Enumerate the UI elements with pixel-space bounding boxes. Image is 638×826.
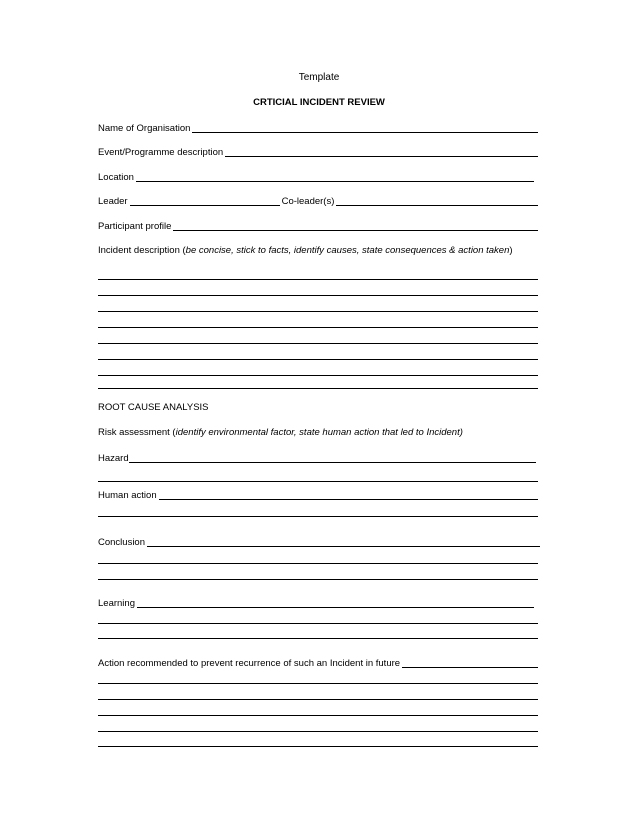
risk-assessment-label (98, 427, 463, 439)
organisation-field[interactable] (98, 122, 538, 135)
incident-close-paren: ) (509, 245, 513, 256)
conclusion-label: Conclusion (98, 537, 145, 548)
incident-line-5[interactable] (98, 343, 538, 344)
conclusion-input-line[interactable] (147, 546, 540, 547)
incident-label-text: Incident description ( (98, 245, 186, 256)
action-line-4[interactable] (98, 715, 538, 716)
leader-label: Leader (98, 196, 128, 207)
human-action-field[interactable] (98, 489, 538, 502)
location-field[interactable] (98, 171, 534, 184)
hazard-input-line[interactable] (129, 462, 536, 463)
organisation-label: Name of Organisation (98, 123, 191, 134)
action-recommended-input-line[interactable] (402, 667, 538, 668)
conclusion-field[interactable] (98, 536, 540, 549)
action-line-5[interactable] (98, 731, 538, 732)
template-label: Template (298, 72, 340, 83)
incident-line-7[interactable] (98, 375, 538, 376)
event-field[interactable] (98, 146, 538, 159)
location-label: Location (98, 172, 134, 183)
action-recommended-field[interactable] (98, 657, 538, 670)
incident-line-3[interactable] (98, 311, 538, 312)
action-recommended-label: Action recommended to prevent recurrence of such an Incident in future (98, 658, 401, 669)
risk-hint: identify environmental factor, state human action that led to Incident) (175, 427, 463, 438)
incident-description-label (98, 245, 513, 257)
hazard-field[interactable] (98, 452, 536, 465)
learning-label: Learning (98, 598, 135, 609)
event-input-line[interactable] (225, 156, 538, 157)
leader-field[interactable] (98, 195, 538, 208)
human-action-line-2[interactable] (98, 516, 538, 517)
leader-input-line[interactable] (130, 205, 280, 206)
participant-label: Participant profile (98, 221, 172, 232)
coleader-input-line[interactable] (336, 205, 538, 206)
learning-field[interactable] (98, 597, 534, 610)
action-line-2[interactable] (98, 683, 538, 684)
incident-line-6[interactable] (98, 359, 538, 360)
organisation-input-line[interactable] (192, 132, 538, 133)
location-input-line[interactable] (136, 181, 534, 182)
page-title: CRTICIAL INCIDENT REVIEW (253, 97, 385, 108)
incident-hint: be concise, stick to facts, identify causes, state consequences & action taken (185, 245, 510, 256)
incident-line-1[interactable] (98, 279, 538, 280)
learning-line-3[interactable] (98, 638, 538, 639)
hazard-line-2[interactable] (98, 481, 538, 482)
risk-label-text: Risk assessment ( (98, 427, 176, 438)
hazard-label: Hazard (98, 453, 129, 464)
coleader-label: Co-leader(s) (281, 196, 335, 207)
incident-line-8[interactable] (98, 388, 538, 389)
event-label: Event/Programme description (98, 147, 224, 158)
human-action-label: Human action (98, 490, 157, 501)
conclusion-line-3[interactable] (98, 579, 538, 580)
participant-field[interactable] (98, 220, 538, 233)
conclusion-line-2[interactable] (98, 563, 538, 564)
learning-line-2[interactable] (98, 623, 538, 624)
learning-input-line[interactable] (137, 607, 534, 608)
incident-line-2[interactable] (98, 295, 538, 296)
root-cause-heading: ROOT CAUSE ANALYSIS (98, 402, 209, 413)
action-line-6[interactable] (98, 746, 538, 747)
action-line-3[interactable] (98, 699, 538, 700)
participant-input-line[interactable] (173, 230, 538, 231)
incident-line-4[interactable] (98, 327, 538, 328)
human-action-input-line[interactable] (159, 499, 538, 500)
